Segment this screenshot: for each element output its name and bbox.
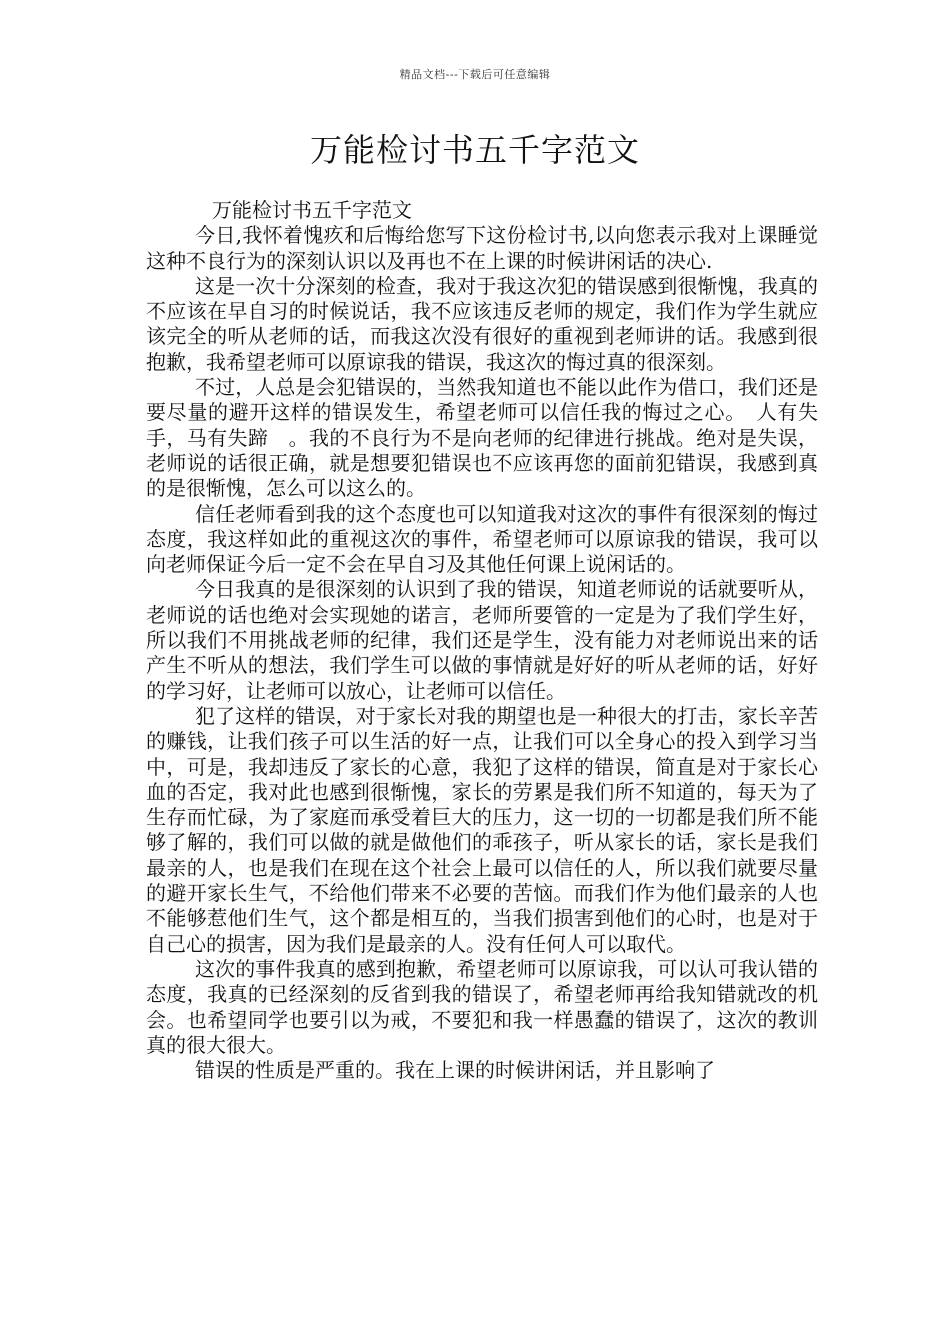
paragraph: 信任老师看到我的这个态度也可以知道我对这次的事件有很深刻的悔过态度，我这样如此的重视这次的事件，希望老师可以原谅我的错误，我可以向老师保证今后一定不会在早自习及其他任何课上说闲话的。 <box>146 501 818 577</box>
paragraph: 这是一次十分深刻的检查，我对于我这次犯的错误感到很惭愧，我真的不应该在早自习的时候说话，我不应该违反老师的规定，我们作为学生就应该完全的听从老师的话，而我这次没有很好的重视到老师讲的话。我感到很抱歉，我希望老师可以原谅我的错误，我这次的悔过真的很深刻。 <box>146 273 818 374</box>
paragraph: 这次的事件我真的感到抱歉，希望老师可以原谅我，可以认可我认错的态度，我真的已经深刻的反省到我的错误了，希望老师再给我知错就改的机会。也希望同学也要引以为戒，不要犯和我一样愚蠢的错误了，这次的教训真的很大很大。 <box>146 956 818 1057</box>
document-body <box>146 198 818 1083</box>
document-subtitle: 万能检讨书五千字范文 <box>212 198 412 222</box>
header-note: 精品文档---下载后可任意编辑 <box>399 68 551 81</box>
paragraph: 犯了这样的错误，对于家长对我的期望也是一种很大的打击，家长辛苦的赚钱，让我们孩子可以生活的好一点，让我们可以全身心的投入到学习当中，可是，我却违反了家长的心意，我犯了这样的错误，简直是对于家长心血的否定，我对此也感到很惭愧，家长的劳累是我们所不知道的，每天为了生存而忙碌，为了家庭而承受着巨大的压力，这一切的一切都是我们所不能够了解的，我们可以做的就是做他们的乖孩子，听从家长的话，家长是我们最亲的人，也是我们在现在这个社会上最可以信任的人，所以我们就要尽量的避开家长生气，不给他们带来不必要的苦恼。而我们作为他们最亲的人也不能够惹他们生气，这个都是相互的，当我们损害到他们的心时，也是对于自己心的损害，因为我们是最亲的人。没有任何人可以取代。 <box>146 703 818 956</box>
paragraph: 今日,我怀着愧疚和后悔给您写下这份检讨书,以向您表示我对上课睡觉这种不良行为的深刻认识以及再也不在上课的时候讲闲话的决心. <box>146 223 818 273</box>
paragraph: 错误的性质是严重的。我在上课的时候讲闲话，并且影响了 <box>195 1058 715 1083</box>
paragraph: 今日我真的是很深刻的认识到了我的错误，知道老师说的话就要听从，老师说的话也绝对会实现她的诺言，老师所要管的一定是为了我们学生好，所以我们不用挑战老师的纪律，我们还是学生，没有能力对老师说出来的话产生不听从的想法，我们学生可以做的事情就是好好的听从老师的话，好好的学习好，让老师可以放心，让老师可以信任。 <box>146 577 818 703</box>
page-title: 万能检讨书五千字范文 <box>309 131 640 169</box>
paragraph: 不过，人总是会犯错误的，当然我知道也不能以此作为借口，我们还是要尽量的避开这样的错误发生，希望老师可以信任我的悔过之心。 人有失手，马有失蹄 。我的不良行为不是向老师的纪律进行挑战。绝对是失误，老师说的话很正确，就是想要犯错误也不应该再您的面前犯错误，我感到真的是很惭愧，怎么可以这么的。 <box>146 375 818 501</box>
